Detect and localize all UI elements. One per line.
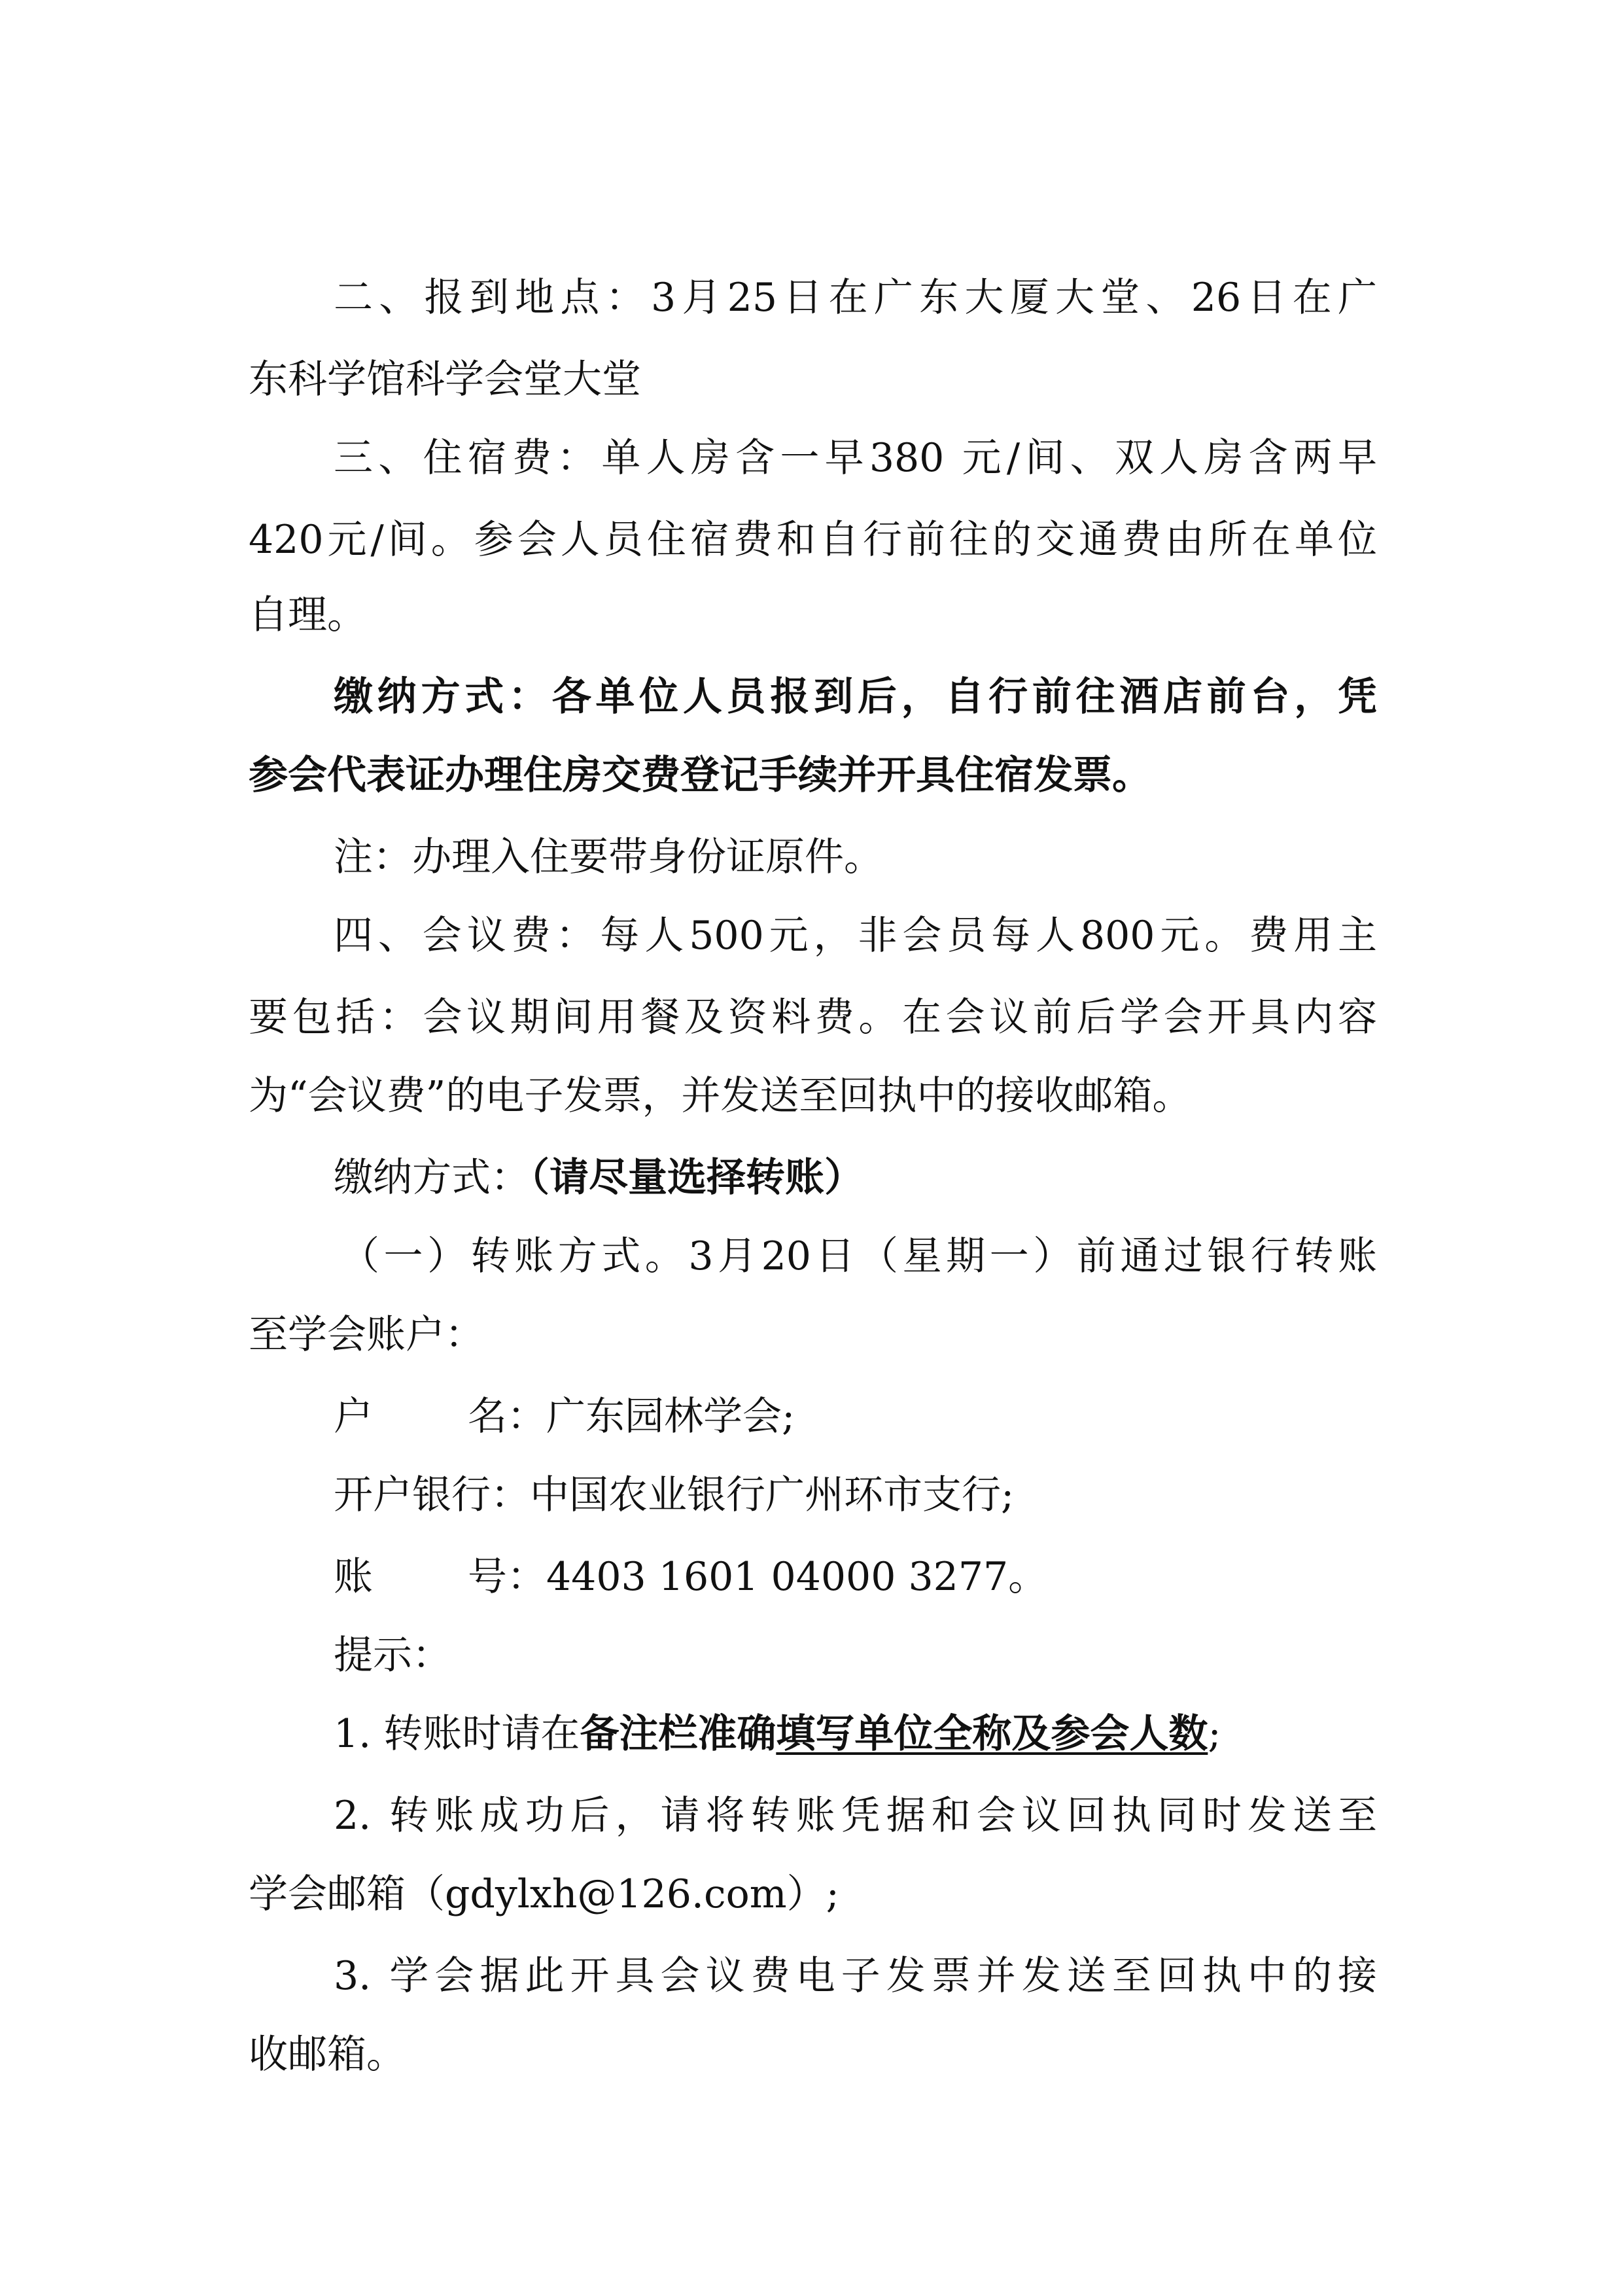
note-line: 注：办理入住要带身份证原件。 <box>334 834 883 880</box>
account-bank-row <box>334 1469 1377 1521</box>
section-2-line-1: 二、报到地点：3月25日在广东大厦大堂、26日在广 <box>334 275 1377 321</box>
tip-3-line-2: 收邮箱。 <box>249 2032 406 2077</box>
account-number-label-b: 号： <box>468 1554 546 1600</box>
section-2-line-2: 东科学馆科学会堂大堂 <box>249 357 641 402</box>
tip-1-suffix: ; <box>1208 1711 1221 1757</box>
account-number-row <box>334 1551 1377 1603</box>
account-bank-value: 中国农业银行广州环市支行; <box>530 1472 1015 1518</box>
payment-method-1-line-2: 参会代表证办理住房交费登记手续并开具住宿发票。 <box>249 752 1151 798</box>
tip-1-bold: 备注栏准确 <box>580 1711 777 1757</box>
account-name-label-b: 名： <box>468 1394 546 1439</box>
transfer-line-2: 至学会账户： <box>249 1312 484 1358</box>
tip-2-line-2: 学会邮箱（gdylxh@126.com）; <box>249 1871 839 1917</box>
transfer-line-1: （一）转账方式。3月20日（星期一）前通过银行转账 <box>340 1233 1377 1279</box>
tip-1-prefix: 1. 转账时请在 <box>334 1711 580 1757</box>
payment-method-2-line <box>334 1152 1377 1204</box>
tips-title: 提示： <box>334 1633 451 1678</box>
tip-2-line-1: 2. 转账成功后，请将转账凭据和会议回执同时发送至 <box>334 1793 1377 1839</box>
section-4-line-1: 四、会议费：每人500元，非会员每人800元。费用主 <box>334 913 1377 959</box>
section-3-line-3: 自理。 <box>249 592 366 638</box>
tip-1-line <box>334 1708 1377 1760</box>
tip-3-line-1: 3. 学会据此开具会议费电子发票并发送至回执中的接 <box>334 1953 1377 1999</box>
account-bank-label: 开户银行： <box>334 1472 530 1518</box>
section-3-line-2: 420元/间。参会人员住宿费和自行前往的交通费由所在单位 <box>249 517 1377 563</box>
account-name-row <box>334 1390 1377 1443</box>
payment-method-2-emphasis: （请尽量选择转账） <box>530 1155 864 1201</box>
section-4-line-3: 为“会议费”的电子发票，并发送至回执中的接收邮箱。 <box>249 1073 1192 1119</box>
payment-method-1-line-1: 缴纳方式：各单位人员报到后，自行前往酒店前台，凭 <box>334 674 1377 720</box>
account-name-label-a: 户 <box>334 1394 373 1439</box>
account-name-value: 广东园林学会; <box>546 1394 795 1439</box>
payment-method-2-prefix: 缴纳方式： <box>334 1155 530 1201</box>
account-number-value: 4403 1601 04000 3277。 <box>546 1554 1048 1600</box>
section-3-line-1: 三、住宿费：单人房含一早380 元/间、双人房含两早 <box>334 435 1377 481</box>
section-4-line-2: 要包括：会议期间用餐及资料费。在会议前后学会开具内容 <box>249 995 1377 1040</box>
account-number-label-a: 账 <box>334 1554 373 1600</box>
tip-1-underline: 填写单位全称及参会人数 <box>776 1711 1208 1757</box>
